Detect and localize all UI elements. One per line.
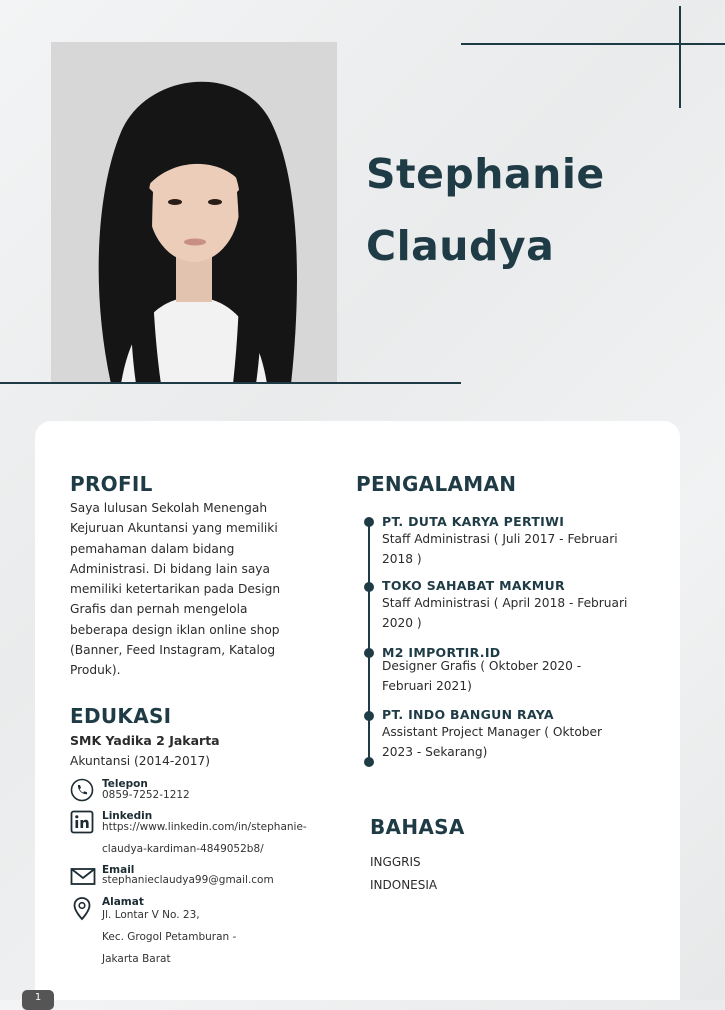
email-text	[102, 864, 332, 887]
job-company: PT. INDO BANGUN RAYA	[382, 707, 554, 722]
profil-line: Grafis dan pernah mengelola	[70, 602, 248, 617]
profil-line: Saya lulusan Sekolah Menengah	[70, 501, 268, 515]
phone-label: Telepon	[102, 778, 148, 790]
address-line: Jakarta Barat	[102, 953, 171, 965]
location-pin-icon	[70, 896, 94, 920]
profil-line: Kejuruan Akuntansi yang memiliki	[70, 521, 278, 536]
language-item: INGGRIS	[370, 855, 421, 869]
phone-text	[102, 778, 332, 802]
bahasa-heading: BAHASA	[370, 815, 465, 839]
job-role: 2023 - Sekarang)	[382, 745, 488, 759]
email-label: Email	[102, 864, 135, 876]
linkedin-url-line1[interactable]: https://www.linkedin.com/in/stephanie-	[102, 821, 307, 833]
edukasi-heading: EDUKASI	[70, 704, 172, 728]
job-company: M2 IMPORTIR.ID	[382, 645, 501, 660]
linkedin-text	[102, 810, 332, 856]
job-role: Staff Administrasi ( Juli 2017 - Februari	[382, 532, 618, 546]
address-label: Alamat	[102, 896, 144, 908]
job-role: Designer Grafis ( Oktober 2020 -	[382, 659, 582, 673]
profil-line: memiliki ketertarikan pada Design	[70, 582, 281, 597]
profil-line: beberapa design iklan online shop	[70, 622, 280, 637]
timeline-dot	[364, 517, 374, 527]
mail-icon	[70, 864, 94, 888]
job-role: 2018 )	[382, 552, 422, 566]
school-detail: Akuntansi (2014-2017)	[70, 754, 210, 768]
timeline-dot	[364, 582, 374, 592]
job-company: TOKO SAHABAT MAKMUR	[382, 578, 565, 593]
profil-line: Produk).	[70, 663, 121, 678]
page-indicator[interactable]: 1	[22, 990, 54, 1010]
email-value[interactable]: stephanieclaudya99@gmail.com	[102, 874, 274, 886]
person-name	[366, 138, 696, 282]
address-line: Jl. Lontar V No. 23,	[102, 909, 200, 921]
job-entry	[382, 645, 672, 696]
first-name: Stephanie	[366, 150, 605, 198]
profil-text	[70, 498, 340, 681]
address-text	[102, 896, 332, 966]
profile-photo	[51, 42, 337, 384]
job-role: Staff Administrasi ( April 2018 - Februari	[382, 596, 628, 610]
job-entry	[382, 707, 672, 762]
pengalaman-heading: PENGALAMAN	[356, 472, 517, 496]
timeline-line	[368, 520, 370, 766]
profil-heading: PROFIL	[70, 472, 153, 496]
profil-line: pemahaman dalam bidang	[70, 541, 235, 556]
linkedin-url-line2[interactable]: claudya-kardiman-4849052b8/	[102, 843, 264, 855]
language-item: INDONESIA	[370, 878, 438, 892]
profil-line: Administrasi. Di bidang lain saya	[70, 561, 270, 576]
job-company: PT. DUTA KARYA PERTIWI	[382, 514, 565, 529]
linkedin-label: Linkedin	[102, 810, 153, 822]
address-line: Kec. Grogol Petamburan -	[102, 931, 237, 943]
job-role: Assistant Project Manager ( Oktober	[382, 725, 603, 739]
job-entry	[382, 578, 672, 633]
job-role: 2020 )	[382, 616, 422, 630]
timeline-dot	[364, 757, 374, 767]
phone-value: 0859-7252-1212	[102, 789, 190, 801]
job-entry	[382, 514, 672, 569]
school-name: SMK Yadika 2 Jakarta	[70, 733, 220, 748]
profil-line: (Banner, Feed Instagram, Katalog	[70, 643, 276, 658]
decorative-line	[461, 43, 725, 45]
linkedin-icon	[70, 810, 94, 834]
timeline-dot	[364, 648, 374, 658]
timeline-dot	[364, 711, 374, 721]
last-name: Claudya	[366, 222, 555, 270]
job-role: Februari 2021)	[382, 679, 472, 693]
decorative-line	[0, 382, 461, 384]
decorative-line	[679, 6, 681, 108]
phone-icon	[70, 778, 94, 802]
